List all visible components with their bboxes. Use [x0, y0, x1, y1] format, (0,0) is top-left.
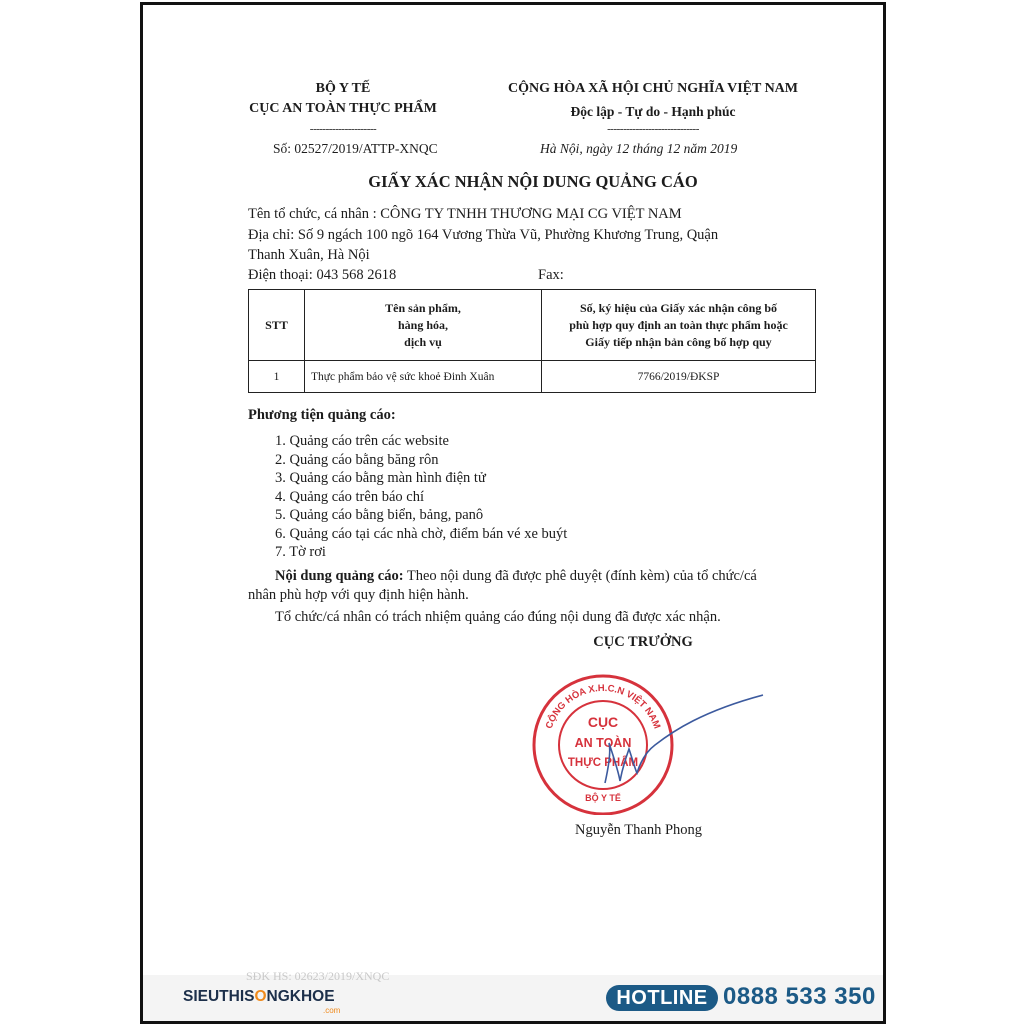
- list-item: 1. Quảng cáo trên các website: [275, 433, 449, 449]
- signer-title: CỤC TRƯỞNG: [593, 634, 693, 650]
- header-stt: STT: [249, 290, 305, 361]
- document-number: Số: 02527/2019/ATTP-XNQC: [273, 141, 438, 156]
- responsibility-note: Tổ chức/cá nhân có trách nhiệm quảng cáo đúng nội dung đã được xác nhận.: [275, 609, 721, 625]
- list-item: 2. Quảng cáo bằng băng rôn: [275, 451, 439, 468]
- header-rule-left: ---------------------: [309, 123, 377, 135]
- store-footer: [143, 969, 883, 1021]
- list-item: 6. Quảng cáo tại các nhà chờ, điểm bán vé xe buýt: [275, 525, 568, 542]
- list-item: 3. Quảng cáo bằng màn hình điện tử: [275, 470, 486, 486]
- header-product: Tên sản phẩm, hàng hóa, dịch vụ: [305, 290, 542, 361]
- hotline-number[interactable]: 0888 533 350: [723, 983, 876, 1010]
- store-logo-suffix: .com: [323, 1006, 341, 1015]
- org-fax: Fax:: [538, 267, 564, 283]
- list-item: 7. Tờ rơi: [275, 544, 326, 560]
- official-stamp: [523, 665, 773, 815]
- stamp-center-line1: CỤC: [587, 714, 619, 730]
- ad-content-text: Theo nội dung đã được phê duyệt (đính kèm) của tổ chức/cá: [403, 568, 757, 584]
- faded-reference: SĐK HS: 02623/2019/XNQC: [246, 969, 390, 983]
- ad-content-label: Nội dung quảng cáo:: [275, 568, 404, 584]
- product-table: [248, 289, 816, 393]
- org-address-line2: Thanh Xuân, Hà Nội: [248, 247, 370, 263]
- republic-title: CỘNG HÒA XÃ HỘI CHỦ NGHĨA VIỆT NAM: [507, 81, 798, 96]
- table-header-row: [249, 290, 816, 361]
- national-motto: Độc lập - Tự do - Hạnh phúc: [570, 104, 736, 119]
- row-product: Thực phẩm bảo vệ sức khoẻ Đinh Xuân: [305, 361, 542, 393]
- hotline-badge[interactable]: HOTLINE: [606, 985, 718, 1011]
- stamp-center-line3: THỰC PHẨM: [567, 757, 639, 769]
- header-certificate: Số, ký hiệu của Giấy xác nhận công bố phù hợp quy định an toàn thực phẩm hoặc Giấy tiếp nhận bản công bố hợp quy: [542, 290, 816, 361]
- ad-content-line2: nhân phù hợp với quy định hiện hành.: [248, 587, 469, 603]
- ad-means-heading: Phương tiện quảng cáo:: [248, 407, 396, 423]
- ad-means-list: [275, 433, 567, 563]
- list-item: 4. Quảng cáo trên báo chí: [275, 488, 424, 505]
- list-item: 5. Quảng cáo bằng biển, bảng, panô: [275, 507, 484, 523]
- org-name: Tên tổ chức, cá nhân : CÔNG TY TNHH THƯƠNG MẠI CG VIỆT NAM: [248, 206, 682, 222]
- row-code: 7766/2019/ĐKSP: [542, 361, 816, 393]
- issue-date: Hà Nội, ngày 12 tháng 12 năm 2019: [540, 141, 738, 156]
- stamp-bottom-text: BỘ Y TẾ: [585, 793, 621, 803]
- ad-content-line1: [275, 568, 757, 585]
- org-phone: Điện thoại: 043 568 2618: [248, 267, 397, 283]
- document-title: GIẤY XÁC NHẬN NỘI DUNG QUẢNG CÁO: [368, 172, 698, 191]
- document-page: [140, 2, 886, 1024]
- org-address-line1: Địa chỉ: Số 9 ngách 100 ngõ 164 Vương Thừa Vũ, Phường Khương Trung, Quận: [248, 227, 719, 243]
- ministry-name: BỘ Y TẾ: [315, 81, 371, 96]
- department-name: CỤC AN TOÀN THỰC PHẨM: [249, 101, 437, 116]
- signer-name: Nguyễn Thanh Phong: [575, 822, 703, 838]
- store-logo[interactable]: SIEUTHISONGKHOE: [183, 988, 335, 1005]
- header-rule-right: -----------------------------: [607, 123, 699, 135]
- table-row: [249, 361, 816, 393]
- stamp-ring-text: CỘNG HÒA X.H.C.N VIỆT NAM: [543, 682, 663, 731]
- row-stt: 1: [249, 361, 305, 393]
- stamp-center-line2: AN TOÀN: [574, 736, 632, 750]
